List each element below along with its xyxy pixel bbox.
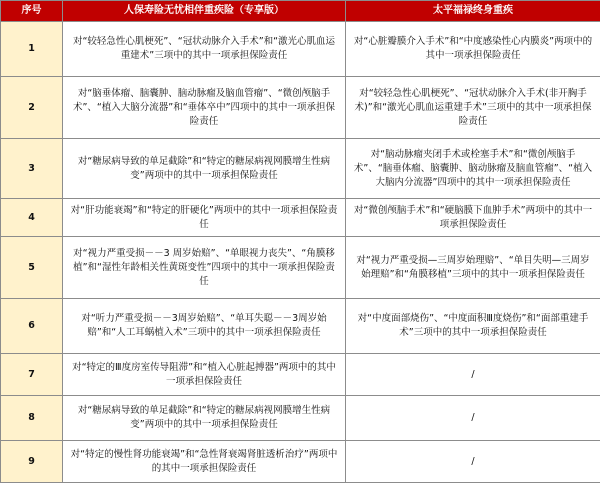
table-row [1,22,600,77]
product-b-cell: / [346,441,600,483]
product-a-cell: 对“听力严重受损－－3周岁始赔”、“单耳失聪－－3周岁始赔”和“人工耳蜗植入术”三项中的其中一项承担保险责任 [63,299,346,354]
table-row [1,199,600,237]
row-number: 5 [1,237,63,299]
product-a-cell: 对“脑垂体瘤、脑囊肿、脑动脉瘤及脑血管瘤”、“微创颅脑手术”、“植入大脑分流器”和“垂体卒中”四项中的其中一项承担保险责任 [63,77,346,139]
table-row [1,299,600,354]
row-number: 1 [1,22,63,77]
row-number: 4 [1,199,63,237]
product-b-cell: 对“较轻急性心肌梗死”、“冠状动脉介入手术(非开胸手术)”和“激光心肌血运重建手术”三项中的其中一项承担保险责任 [346,77,600,139]
product-a-cell: 对“糖尿病导致的单足截除”和“特定的糖尿病视网膜增生性病变”两项中的其中一项承担保险责任 [63,396,346,441]
product-b-cell: / [346,354,600,396]
product-a-cell: 对“肝功能衰竭”和“特定的肝硬化”两项中的其中一项承担保险责任 [63,199,346,237]
product-b-cell: 对“中度面部烧伤”、“中度面积Ⅲ度烧伤”和“面部重建手术”三项中的其中一项承担保险责任 [346,299,600,354]
product-a-cell: 对“视力严重受损－－3 周岁始赔”、“单眼视力丧失”、“角膜移植”和“湿性年龄相关性黄斑变性”四项中的其中一项承担保险责任 [63,237,346,299]
product-b-cell: 对“心脏瓣膜介入手术”和“中度感染性心内膜炎”两项中的其中一项承担保险责任 [346,22,600,77]
table-row [1,237,600,299]
row-number: 6 [1,299,63,354]
header-product-a: 人保寿险无忧相伴重疾险（专享版） [63,1,346,22]
header-product-b: 太平福禄终身重疾 [346,1,600,22]
product-a-cell: 对“糖尿病导致的单足截除”和“特定的糖尿病视网膜增生性病变”两项中的其中一项承担保险责任 [63,139,346,199]
product-b-cell: / [346,396,600,441]
table-row [1,77,600,139]
header-row [1,1,600,22]
product-b-cell: 对“脑动脉瘤夹闭手术或栓塞手术”和“微创颅脑手术”、“脑垂体瘤、脑囊肿、脑动脉瘤及脑血管瘤”、“植入大脑内分流器”四项中的其中一项承担保险责任 [346,139,600,199]
table-row [1,396,600,441]
row-number: 9 [1,441,63,483]
row-number: 8 [1,396,63,441]
product-b-cell: 对“微创颅脑手术”和“硬脑膜下血肿手术”两项中的其中一项承担保险责任 [346,199,600,237]
row-number: 7 [1,354,63,396]
product-a-cell: 对“特定的Ⅲ度房室传导阻滞”和“植入心脏起搏器”两项中的其中一项承担保险责任 [63,354,346,396]
product-a-cell: 对“较轻急性心肌梗死”、“冠状动脉介入手术”和“激光心肌血运重建术”三项中的其中一项承担保险责任 [63,22,346,77]
table-row [1,354,600,396]
table-row [1,139,600,199]
table-row [1,441,600,483]
product-a-cell: 对“特定的慢性肾功能衰竭”和“急性肾衰竭肾脏透析治疗”两项中的其中一项承担保险责任 [63,441,346,483]
header-index: 序号 [1,1,63,22]
product-b-cell: 对“视力严重受损—三周岁始理赔”、“单目失明—三周岁始理赔”和“角膜移植”三项中的其中一项承担保险责任 [346,237,600,299]
row-number: 2 [1,77,63,139]
row-number: 3 [1,139,63,199]
